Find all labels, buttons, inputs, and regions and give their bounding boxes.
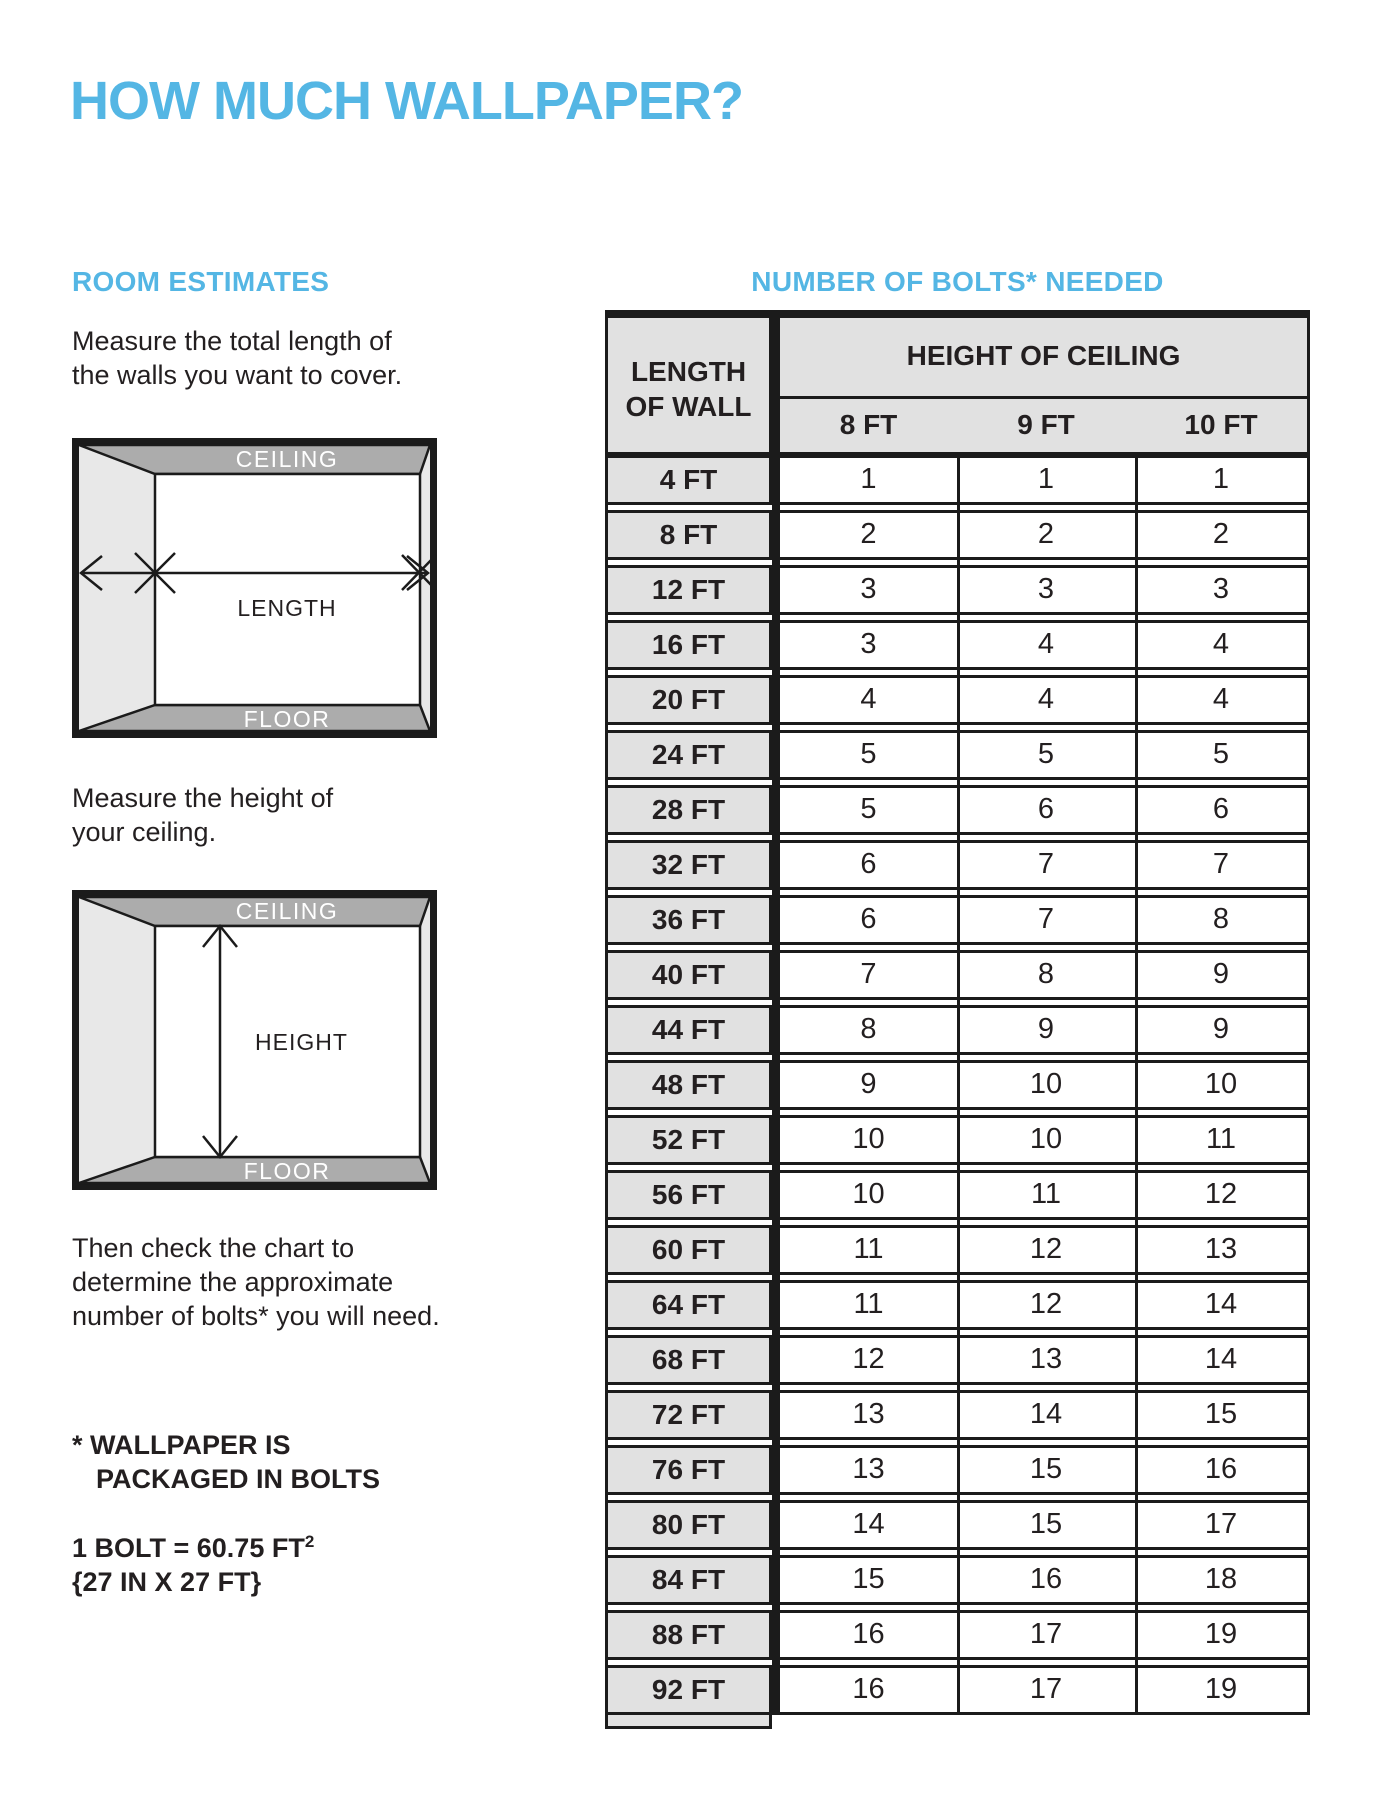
wall-length-cell: 64 FT (605, 1280, 772, 1330)
back-wall (155, 474, 420, 705)
bolts-value-cell: 4 (1037, 683, 1055, 715)
bolts-value-cell: 6 (860, 903, 877, 935)
bolts-value-cell: 11 (853, 1288, 884, 1320)
wall-length-cell: 8 FT (605, 510, 772, 560)
bolts-value-cell: 19 (1204, 1618, 1238, 1650)
bolts-footnote (72, 1428, 380, 1496)
bolts-value-cell: 7 (1037, 903, 1055, 935)
row-values (780, 840, 1310, 890)
bolts-value-cell: 7 (1037, 848, 1055, 880)
bolts-value-cell: 1 (1212, 463, 1230, 495)
paragraph-line: Then check the chart to (72, 1233, 355, 1263)
bolt-size-line (72, 1525, 314, 1565)
table-left-border (605, 318, 608, 1715)
bolts-value-cell: 17 (1029, 1618, 1063, 1650)
row-values (780, 1115, 1310, 1165)
floor-label: FLOOR (243, 706, 331, 732)
row-values (780, 565, 1310, 615)
paragraph-line: Measure the total length of (72, 326, 392, 356)
bolts-value-cell: 12 (1204, 1178, 1238, 1210)
bolts-value-cell: 16 (852, 1618, 885, 1650)
wall-length-cell: 48 FT (605, 1060, 772, 1110)
row-values (780, 1170, 1310, 1220)
bolts-value-cell: 15 (1029, 1508, 1063, 1540)
room-estimates-heading: ROOM ESTIMATES (72, 266, 330, 297)
bolts-value-cell: 1 (860, 463, 877, 495)
table-thick-divider (772, 310, 780, 1715)
bolts-value-cell: 13 (852, 1398, 885, 1430)
bolts-value-cell: 15 (852, 1563, 885, 1595)
height-label: HEIGHT (255, 1029, 348, 1055)
bolts-value-cell: 5 (860, 738, 877, 770)
row-values (780, 1665, 1310, 1715)
row-values (780, 950, 1310, 1000)
row-values (780, 895, 1310, 945)
wall-length-cell: 56 FT (605, 1170, 772, 1220)
header-line: OF WALL (625, 391, 752, 422)
row-values (780, 1500, 1310, 1550)
bolts-value-cell: 12 (1029, 1288, 1063, 1320)
wall-length-cell: 60 FT (605, 1225, 772, 1275)
footnote-line: PACKAGED IN BOLTS (96, 1464, 381, 1494)
row-values (780, 1555, 1310, 1605)
bolts-needed-heading: NUMBER OF BOLTS* NEEDED (751, 266, 1164, 297)
column-header-10ft: 10 FT (1184, 409, 1258, 440)
wall-length-cell: 52 FT (605, 1115, 772, 1165)
bolts-table (605, 310, 1310, 1729)
floor-label: FLOOR (243, 1158, 331, 1184)
wall-length-cell: 44 FT (605, 1005, 772, 1055)
footnote-line: * WALLPAPER IS (72, 1430, 291, 1460)
bolts-value-cell: 8 (860, 1013, 877, 1045)
check-chart-paragraph (72, 1231, 440, 1333)
bolts-value-cell: 9 (1037, 1013, 1055, 1045)
bolts-value-cell: 16 (852, 1673, 885, 1705)
page-title: HOW MUCH WALLPAPER? (70, 71, 743, 131)
bolts-value-cell: 3 (1212, 573, 1230, 605)
wall-length-cell: 92 FT (605, 1665, 772, 1715)
bolts-value-cell: 16 (1204, 1453, 1238, 1485)
length-of-wall-header (605, 318, 772, 455)
bolts-value-cell: 14 (1204, 1343, 1238, 1375)
bolts-value-cell: 15 (1029, 1453, 1063, 1485)
wall-length-cell: 16 FT (605, 620, 772, 670)
wall-length-cell: 20 FT (605, 675, 772, 725)
wall-length-cell: 76 FT (605, 1445, 772, 1495)
wall-length-cell: 32 FT (605, 840, 772, 890)
bolt-size-text: 1 BOLT = 60.75 FT (72, 1533, 305, 1563)
wall-length-cell: 12 FT (605, 565, 772, 615)
bolts-value-cell: 4 (860, 683, 877, 715)
ceiling-label: CEILING (235, 898, 339, 924)
bolts-value-cell: 6 (1037, 793, 1055, 825)
bolts-value-cell: 9 (1212, 1013, 1230, 1045)
ceiling-label: CEILING (235, 446, 339, 472)
row-values (780, 675, 1310, 725)
bolts-value-cell: 6 (860, 848, 877, 880)
bolts-value-cell: 7 (860, 958, 877, 990)
row-values (780, 1280, 1310, 1330)
bolts-value-cell: 7 (1212, 848, 1230, 880)
bolts-value-cell: 3 (1037, 573, 1055, 605)
bolts-value-cell: 2 (860, 518, 877, 550)
length-label: LENGTH (237, 595, 337, 621)
bolts-value-cell: 13 (852, 1453, 885, 1485)
bolts-value-cell: 10 (1029, 1068, 1063, 1100)
bolt-spec (72, 1525, 314, 1599)
bolts-value-cell: 8 (1037, 958, 1055, 990)
column-separator (957, 455, 960, 1715)
bolts-value-cell: 11 (853, 1233, 884, 1265)
paragraph-line: your ceiling. (72, 817, 217, 847)
bolts-value-cell: 10 (852, 1123, 885, 1155)
bolts-value-cell: 10 (852, 1178, 885, 1210)
wall-length-cell: 28 FT (605, 785, 772, 835)
table-top-border (605, 310, 1310, 318)
bolts-value-cell: 14 (1204, 1288, 1238, 1320)
bolt-dimensions-line: {27 IN X 27 FT} (72, 1567, 262, 1597)
bolts-value-cell: 5 (1212, 738, 1230, 770)
bolts-value-cell: 11 (1030, 1178, 1062, 1210)
bolts-value-cell: 5 (860, 793, 877, 825)
bolts-value-cell: 15 (1204, 1398, 1238, 1430)
bolts-value-cell: 12 (852, 1343, 885, 1375)
bolts-value-cell: 8 (1212, 903, 1230, 935)
row-values (780, 620, 1310, 670)
paragraph-line: determine the approximate (72, 1267, 394, 1297)
table-bottom-stub (605, 1715, 772, 1729)
bolts-value-cell: 13 (1204, 1233, 1238, 1265)
wall-length-cell: 36 FT (605, 895, 772, 945)
bolts-value-cell: 11 (1205, 1123, 1237, 1155)
wall-length-cell: 84 FT (605, 1555, 772, 1605)
ceiling-height-subheaders (780, 399, 1310, 455)
column-separator (1135, 455, 1138, 1715)
height-of-ceiling-header: HEIGHT OF CEILING (780, 318, 1310, 399)
wall-length-cell: 40 FT (605, 950, 772, 1000)
row-values (780, 730, 1310, 780)
bolts-value-cell: 10 (1029, 1123, 1063, 1155)
row-values (780, 1610, 1310, 1660)
wall-length-cell: 24 FT (605, 730, 772, 780)
row-values (780, 510, 1310, 560)
bolts-value-cell: 5 (1037, 738, 1055, 770)
bolts-value-cell: 18 (1204, 1563, 1238, 1595)
bolts-value-cell: 4 (1037, 628, 1055, 660)
column-header-8ft: 8 FT (839, 409, 898, 440)
row-values (780, 455, 1310, 505)
bolts-value-cell: 3 (860, 628, 877, 660)
bolts-value-cell: 14 (1029, 1398, 1063, 1430)
bolts-value-cell: 9 (860, 1068, 877, 1100)
header-line: LENGTH (630, 356, 747, 387)
bolts-value-cell: 2 (1212, 518, 1230, 550)
bolts-value-cell: 1 (1037, 463, 1055, 495)
squared-superscript: 2 (304, 1532, 315, 1551)
measure-length-paragraph (72, 324, 402, 392)
bolts-value-cell: 10 (1204, 1068, 1238, 1100)
bolts-value-cell: 12 (1029, 1233, 1063, 1265)
bolts-value-cell: 17 (1204, 1508, 1238, 1540)
row-values (780, 1060, 1310, 1110)
row-values (780, 1005, 1310, 1055)
bolts-value-cell: 6 (1212, 793, 1230, 825)
wall-length-cell: 88 FT (605, 1610, 772, 1660)
paragraph-line: number of bolts* you will need. (72, 1301, 440, 1331)
bolts-value-cell: 14 (852, 1508, 885, 1540)
row-values (780, 1390, 1310, 1440)
room-height-diagram (72, 890, 437, 1190)
room-length-diagram (72, 438, 437, 738)
bolts-value-cell: 2 (1037, 518, 1055, 550)
row-values (780, 785, 1310, 835)
measure-height-paragraph (72, 781, 333, 849)
paragraph-line: the walls you want to cover. (72, 360, 403, 390)
bolts-value-cell: 4 (1212, 628, 1230, 660)
bolts-value-cell: 19 (1204, 1673, 1238, 1705)
bolts-value-cell: 4 (1212, 683, 1230, 715)
bolts-value-cell: 3 (860, 573, 877, 605)
wall-length-cell: 80 FT (605, 1500, 772, 1550)
bolts-value-cell: 16 (1029, 1563, 1063, 1595)
column-header-9ft: 9 FT (1017, 409, 1075, 440)
paragraph-line: Measure the height of (72, 783, 334, 813)
bolts-value-cell: 13 (1029, 1343, 1063, 1375)
table-right-border (1307, 318, 1310, 1715)
bolts-value-cell: 9 (1212, 958, 1230, 990)
wall-length-cell: 68 FT (605, 1335, 772, 1385)
wall-length-cell: 4 FT (605, 455, 772, 505)
row-values (780, 1335, 1310, 1385)
row-values (780, 1225, 1310, 1275)
wall-length-cell: 72 FT (605, 1390, 772, 1440)
bolts-value-cell: 17 (1029, 1673, 1063, 1705)
row-values (780, 1445, 1310, 1495)
